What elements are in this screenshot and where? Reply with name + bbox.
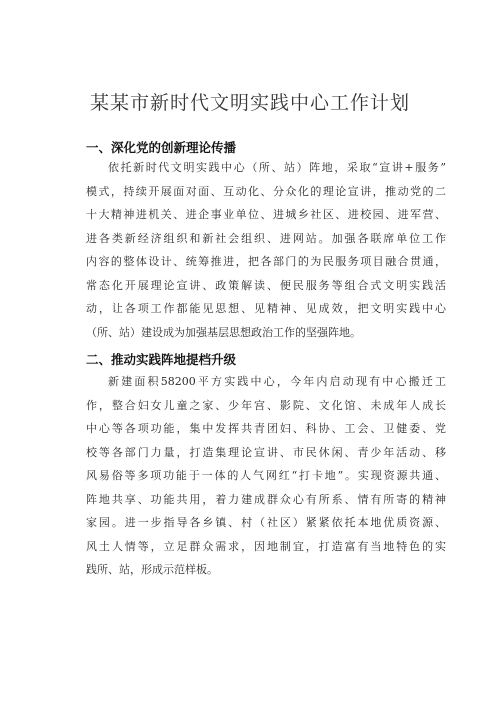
paragraph-line: 作，整合妇女儿童之家、少年宫、影院、文化馆、未成年人成长 <box>86 398 446 412</box>
section-heading-1: 一、深化党的创新理论传播 <box>86 140 237 155</box>
paragraph-line: 动，让各项工作都能见思想、见精神、见成效，把文明实践中心 <box>86 302 446 315</box>
paragraph-line: 常态化开展理论宣讲、政策解读、便民服务等组合式文明实践活 <box>86 278 446 292</box>
paragraph-line: 家园。进一步指导各乡镇、村（社区）紧紧依托本地优质资源、 <box>86 516 446 529</box>
document-title: 某某市新时代文明实践中心工作计划 <box>89 92 410 114</box>
paragraph-line: 风土人情等，立足群众需求，因地制宜，打造富有当地特色的实 <box>86 539 446 553</box>
paragraph-line: 风易俗等多项功能于一体的人气网红“打卡地”。实现资源共通、 <box>86 469 446 482</box>
paragraph-line: 十大精神进机关、进企事业单位、进城乡社区、进校园、进军营、 <box>86 208 446 221</box>
paragraph-line: 内容的整体设计、统筹推进，把各部门的为民服务项目融合贯通， <box>86 255 446 268</box>
paragraph-line: 阵地共享、功能共用，着力建成群众心有所系、情有所寄的精神 <box>86 492 446 506</box>
paragraph-line: 新建面积58200平方实践中心，今年内启动现有中心搬迁工 <box>108 375 446 388</box>
section-heading-2: 二、推动实践阵地提档升级 <box>86 352 237 367</box>
paragraph-line: 校等各部门力量，打造集理论宣讲、市民休闲、青少年活动、移 <box>86 445 446 459</box>
paragraph-line: 践所、站，形成示范样板。 <box>86 563 218 576</box>
paragraph-line: 中心等各项功能，集中发挥共青团妇、科协、工会、卫健委、党 <box>86 422 446 435</box>
paragraph-line: 依托新时代文明实践中心（所、站）阵地，采取“宣讲+服务” <box>108 161 446 174</box>
section-paragraph-1 <box>86 156 446 344</box>
paragraph-line: 模式，持续开展面对面、互动化、分众化的理论宣讲，推动党的二 <box>86 184 446 198</box>
paragraph-line: 进各类新经济组织和新社会组织、进网站。加强各联席单位工作 <box>86 231 446 245</box>
paragraph-line: （所、站）建设成为加强基层思想政治工作的坚强阵地。 <box>86 325 361 339</box>
section-paragraph-2 <box>86 370 446 582</box>
